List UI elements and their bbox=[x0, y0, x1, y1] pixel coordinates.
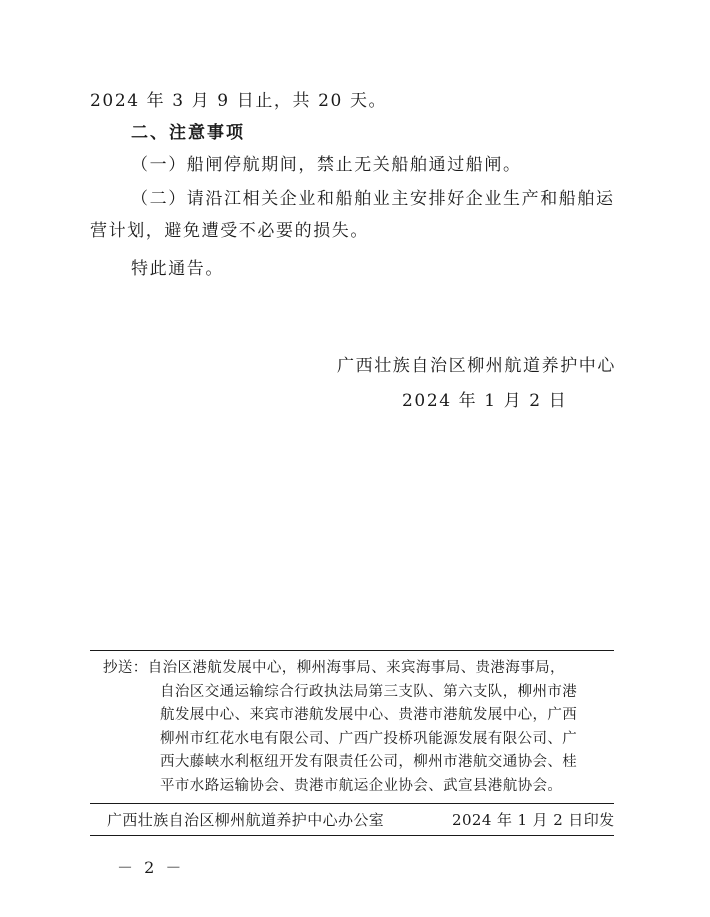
footer-issue-date: 2024 年 1 月 2 日印发 bbox=[452, 811, 615, 829]
page-number: － 2 － bbox=[117, 858, 185, 877]
footer-top-rule bbox=[90, 803, 614, 804]
cc-recipients-1: 自治区港航发展中心，柳州海事局、来宾海事局、贵港海事局， bbox=[147, 660, 565, 676]
cc-label: 抄送： bbox=[103, 660, 148, 676]
signature-date: 2024 年 1 月 2 日 bbox=[402, 391, 568, 411]
footer-bottom-rule bbox=[90, 835, 614, 836]
section-heading-notes: 二、注意事项 bbox=[131, 123, 245, 143]
cc-recipients-3: 航发展中心、来宾市港航发展中心、贵港市港航发展中心，广西 bbox=[160, 707, 578, 723]
signature-org: 广西壮族自治区柳州航道养护中心 bbox=[337, 356, 616, 376]
closing-statement: 特此通告。 bbox=[131, 259, 224, 279]
note-item-2-line-2: 营计划，避免遭受不必要的损失。 bbox=[90, 221, 369, 241]
paragraph-date-range: 2024 年 3 月 9 日止，共 20 天。 bbox=[90, 91, 388, 111]
note-item-2-line-1: （二）请沿江相关企业和船舶业主安排好企业生产和船舶运 bbox=[131, 189, 615, 209]
cc-recipients-5: 西大藤峡水利枢纽开发有限责任公司，柳州市港航交通协会、桂 bbox=[160, 754, 578, 770]
footer-issuing-office: 广西壮族自治区柳州航道养护中心办公室 bbox=[107, 811, 385, 829]
cc-recipients-2: 自治区交通运输综合行政执法局第三支队、第六支队，柳州市港 bbox=[160, 683, 578, 700]
cc-line-1 bbox=[103, 657, 577, 681]
cc-top-rule bbox=[90, 650, 614, 651]
note-item-1: （一）船闸停航期间，禁止无关船舶通过船闸。 bbox=[131, 155, 522, 175]
cc-recipients-4: 柳州市红花水电有限公司、广西广投桥巩能源发展有限公司、广 bbox=[160, 730, 578, 747]
cc-block bbox=[103, 657, 577, 798]
cc-recipients-6: 平市水路运输协会、贵港市航运企业协会、武宣县港航协会。 bbox=[160, 777, 563, 794]
